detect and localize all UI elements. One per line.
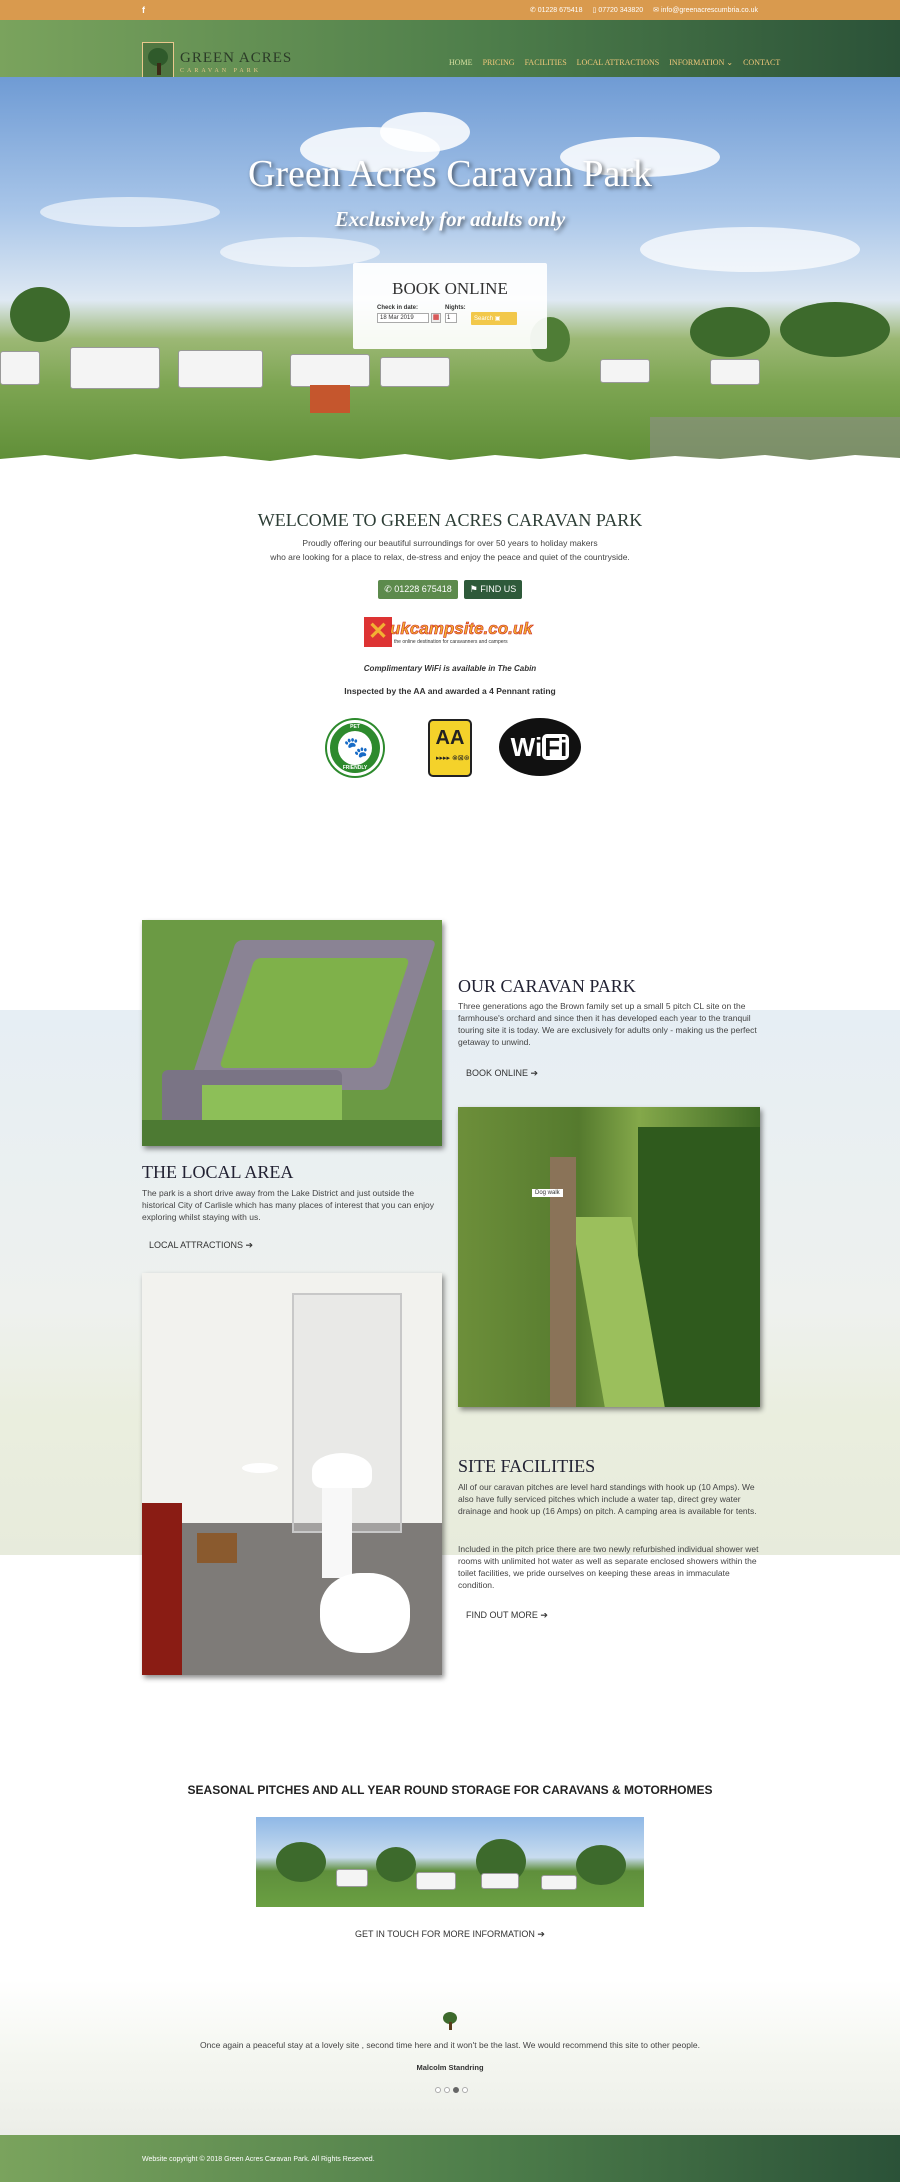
site-logo[interactable] [142, 42, 292, 82]
slide-dot-4[interactable] [462, 2087, 468, 2093]
hero-subtitle: Exclusively for adults only [334, 207, 566, 231]
top-email[interactable]: ✉ info@greenacrescumbria.co.uk [653, 6, 758, 14]
aerial-park-photo [142, 920, 442, 1146]
slide-dot-3[interactable] [453, 2087, 459, 2093]
facilities-title: SITE FACILITIES [458, 1456, 596, 1476]
booking-title: BOOK ONLINE [392, 279, 508, 298]
nav-menu [449, 58, 780, 67]
logo-name: GREEN ACRES [180, 49, 293, 66]
facilities-text-1: All of our caravan pitches are level hard standings with hook up (10 Amps). We also have fully serviced pitches which include a water tap, direct grey water drainage and hook up (16 Amps) on pitch. A camping area is available for tents. [458, 1482, 757, 1516]
wifi-badge: WiFi [499, 718, 581, 776]
booking-search-button[interactable]: Search ▣ [471, 312, 517, 325]
nights-input[interactable]: 1 [445, 313, 457, 323]
nav-information[interactable]: INFORMATION ⌄ [669, 58, 734, 67]
ukcampsite-logo[interactable]: ✕ ukcampsite.co.uk the online destination for caravanners and campers [364, 617, 536, 649]
slide-dot-1[interactable] [435, 2087, 441, 2093]
logo-tagline: CARAVAN PARK [180, 67, 262, 74]
top-bar [0, 0, 900, 20]
mobile-icon: ▯ [592, 7, 597, 14]
local-area-title: THE LOCAL AREA [142, 1162, 294, 1182]
top-phone-2[interactable]: ▯ 07720 343820 [592, 6, 644, 14]
caravan-park-text: Three generations ago the Brown family set up a small 5 pitch CL site on the farmhouse's orchard and since then it has developed each year to the tranquil touring site it is today. We are exclusively for adults only - making us the perfect getaway to unwind. [458, 1001, 757, 1047]
phone-icon: ✆ [384, 584, 392, 594]
seasonal-pitches-photo [256, 1817, 644, 1907]
top-contacts [530, 6, 758, 14]
calendar-icon[interactable]: ▦ [432, 314, 440, 321]
hero-title: Green Acres Caravan Park [247, 153, 653, 195]
nav-local-attractions[interactable]: LOCAL ATTRACTIONS [576, 58, 660, 67]
booking-widget [353, 263, 547, 349]
get-in-touch-link[interactable]: GET IN TOUCH FOR MORE INFORMATION ➔ [355, 1929, 545, 1939]
tree-logo-icon [142, 42, 174, 82]
nav-pricing[interactable]: PRICING [482, 58, 515, 67]
testimonial-author: Malcolm Standring [416, 2063, 484, 2072]
dog-walk-photo [458, 1107, 760, 1407]
pet-friendly-badge: PET 🐾 FRIENDLY [327, 720, 383, 776]
nav-facilities[interactable]: FACILITIES [524, 58, 567, 67]
welcome-intro: Proudly offering our beautiful surroundings for over 50 years to holiday makers who are looking for a place to relax, de-stress and enjoy the peace and quiet of the countryside. [270, 538, 630, 562]
hero-banner [0, 77, 900, 462]
facilities-text-2: Included in the pitch price there are two newly refurbished individual shower wet rooms with unlimited hot water as well as separate enclosed showers within the toilet facilities, we pride ourselves on keeping these areas in immaculate condition. [458, 1544, 759, 1590]
nights-label: Nights: [445, 305, 466, 311]
wifi-note: Complimentary WiFi is available in The Cabin [363, 664, 537, 673]
testimonial-pagination [435, 2087, 468, 2093]
book-online-link[interactable]: BOOK ONLINE ➔ [466, 1068, 539, 1078]
welcome-title: WELCOME TO GREEN ACRES CARAVAN PARK [257, 510, 643, 530]
testimonial-quote: Once again a peaceful stay at a lovely site , second time here and it won't be the last. We would recommend this site to other people. [200, 2040, 700, 2050]
paw-icon: 🐾 [343, 737, 369, 759]
aa-note: Inspected by the AA and awarded a 4 Pennant rating [344, 686, 556, 696]
testimonial-background [0, 1980, 900, 2135]
slide-dot-2[interactable] [444, 2087, 450, 2093]
call-button[interactable]: ✆ 01228 675418 [378, 580, 458, 599]
footer-copyright: Website copyright © 2018 Green Acres Caravan Park. All Rights Reserved. [142, 2156, 375, 2163]
nav-home[interactable]: HOME [449, 58, 473, 67]
nav-contact[interactable]: CONTACT [743, 58, 781, 67]
sections-background [0, 1010, 900, 1555]
envelope-icon: ✉ [653, 7, 659, 14]
phone-icon: ✆ [529, 7, 536, 14]
local-area-text: The park is a short drive away from the Lake District and just outside the historical City of Carlisle which has many places of interest that you can enjoy exploring whilst staying with us. [142, 1188, 434, 1222]
aa-rating-badge: AA ▸▸▸▸ ⊗⊠⊛ [428, 719, 472, 777]
checkin-date-input[interactable]: 18 Mar 2019 [377, 313, 429, 323]
top-phone-1[interactable]: ✆ 01228 675418 [529, 6, 583, 14]
caravan-park-title: OUR CARAVAN PARK [458, 976, 636, 996]
footer [0, 2135, 900, 2182]
main-nav [0, 20, 900, 77]
shower-room-photo [142, 1273, 442, 1675]
find-out-more-link[interactable]: FIND OUT MORE ➔ [466, 1610, 548, 1620]
dog-walk-sign: Dog walk [532, 1189, 563, 1197]
aa-pennants: ▸▸▸▸ ⊗⊠⊛ [436, 755, 470, 762]
checkin-label: Check in date: [377, 305, 419, 311]
find-us-button[interactable]: ⚑ FIND US [464, 580, 522, 599]
tree-icon [442, 2012, 458, 2030]
search-arrow-icon: ▣ [494, 316, 501, 322]
seasonal-title: SEASONAL PITCHES AND ALL YEAR ROUND STORAGE FOR CARAVANS & MOTORHOMES [187, 1783, 713, 1797]
ukcampsite-x-icon: ✕ [364, 617, 392, 647]
local-attractions-link[interactable]: LOCAL ATTRACTIONS ➔ [149, 1240, 254, 1250]
facebook-icon[interactable]: f [142, 5, 145, 15]
signpost-icon: ⚑ [469, 584, 478, 594]
